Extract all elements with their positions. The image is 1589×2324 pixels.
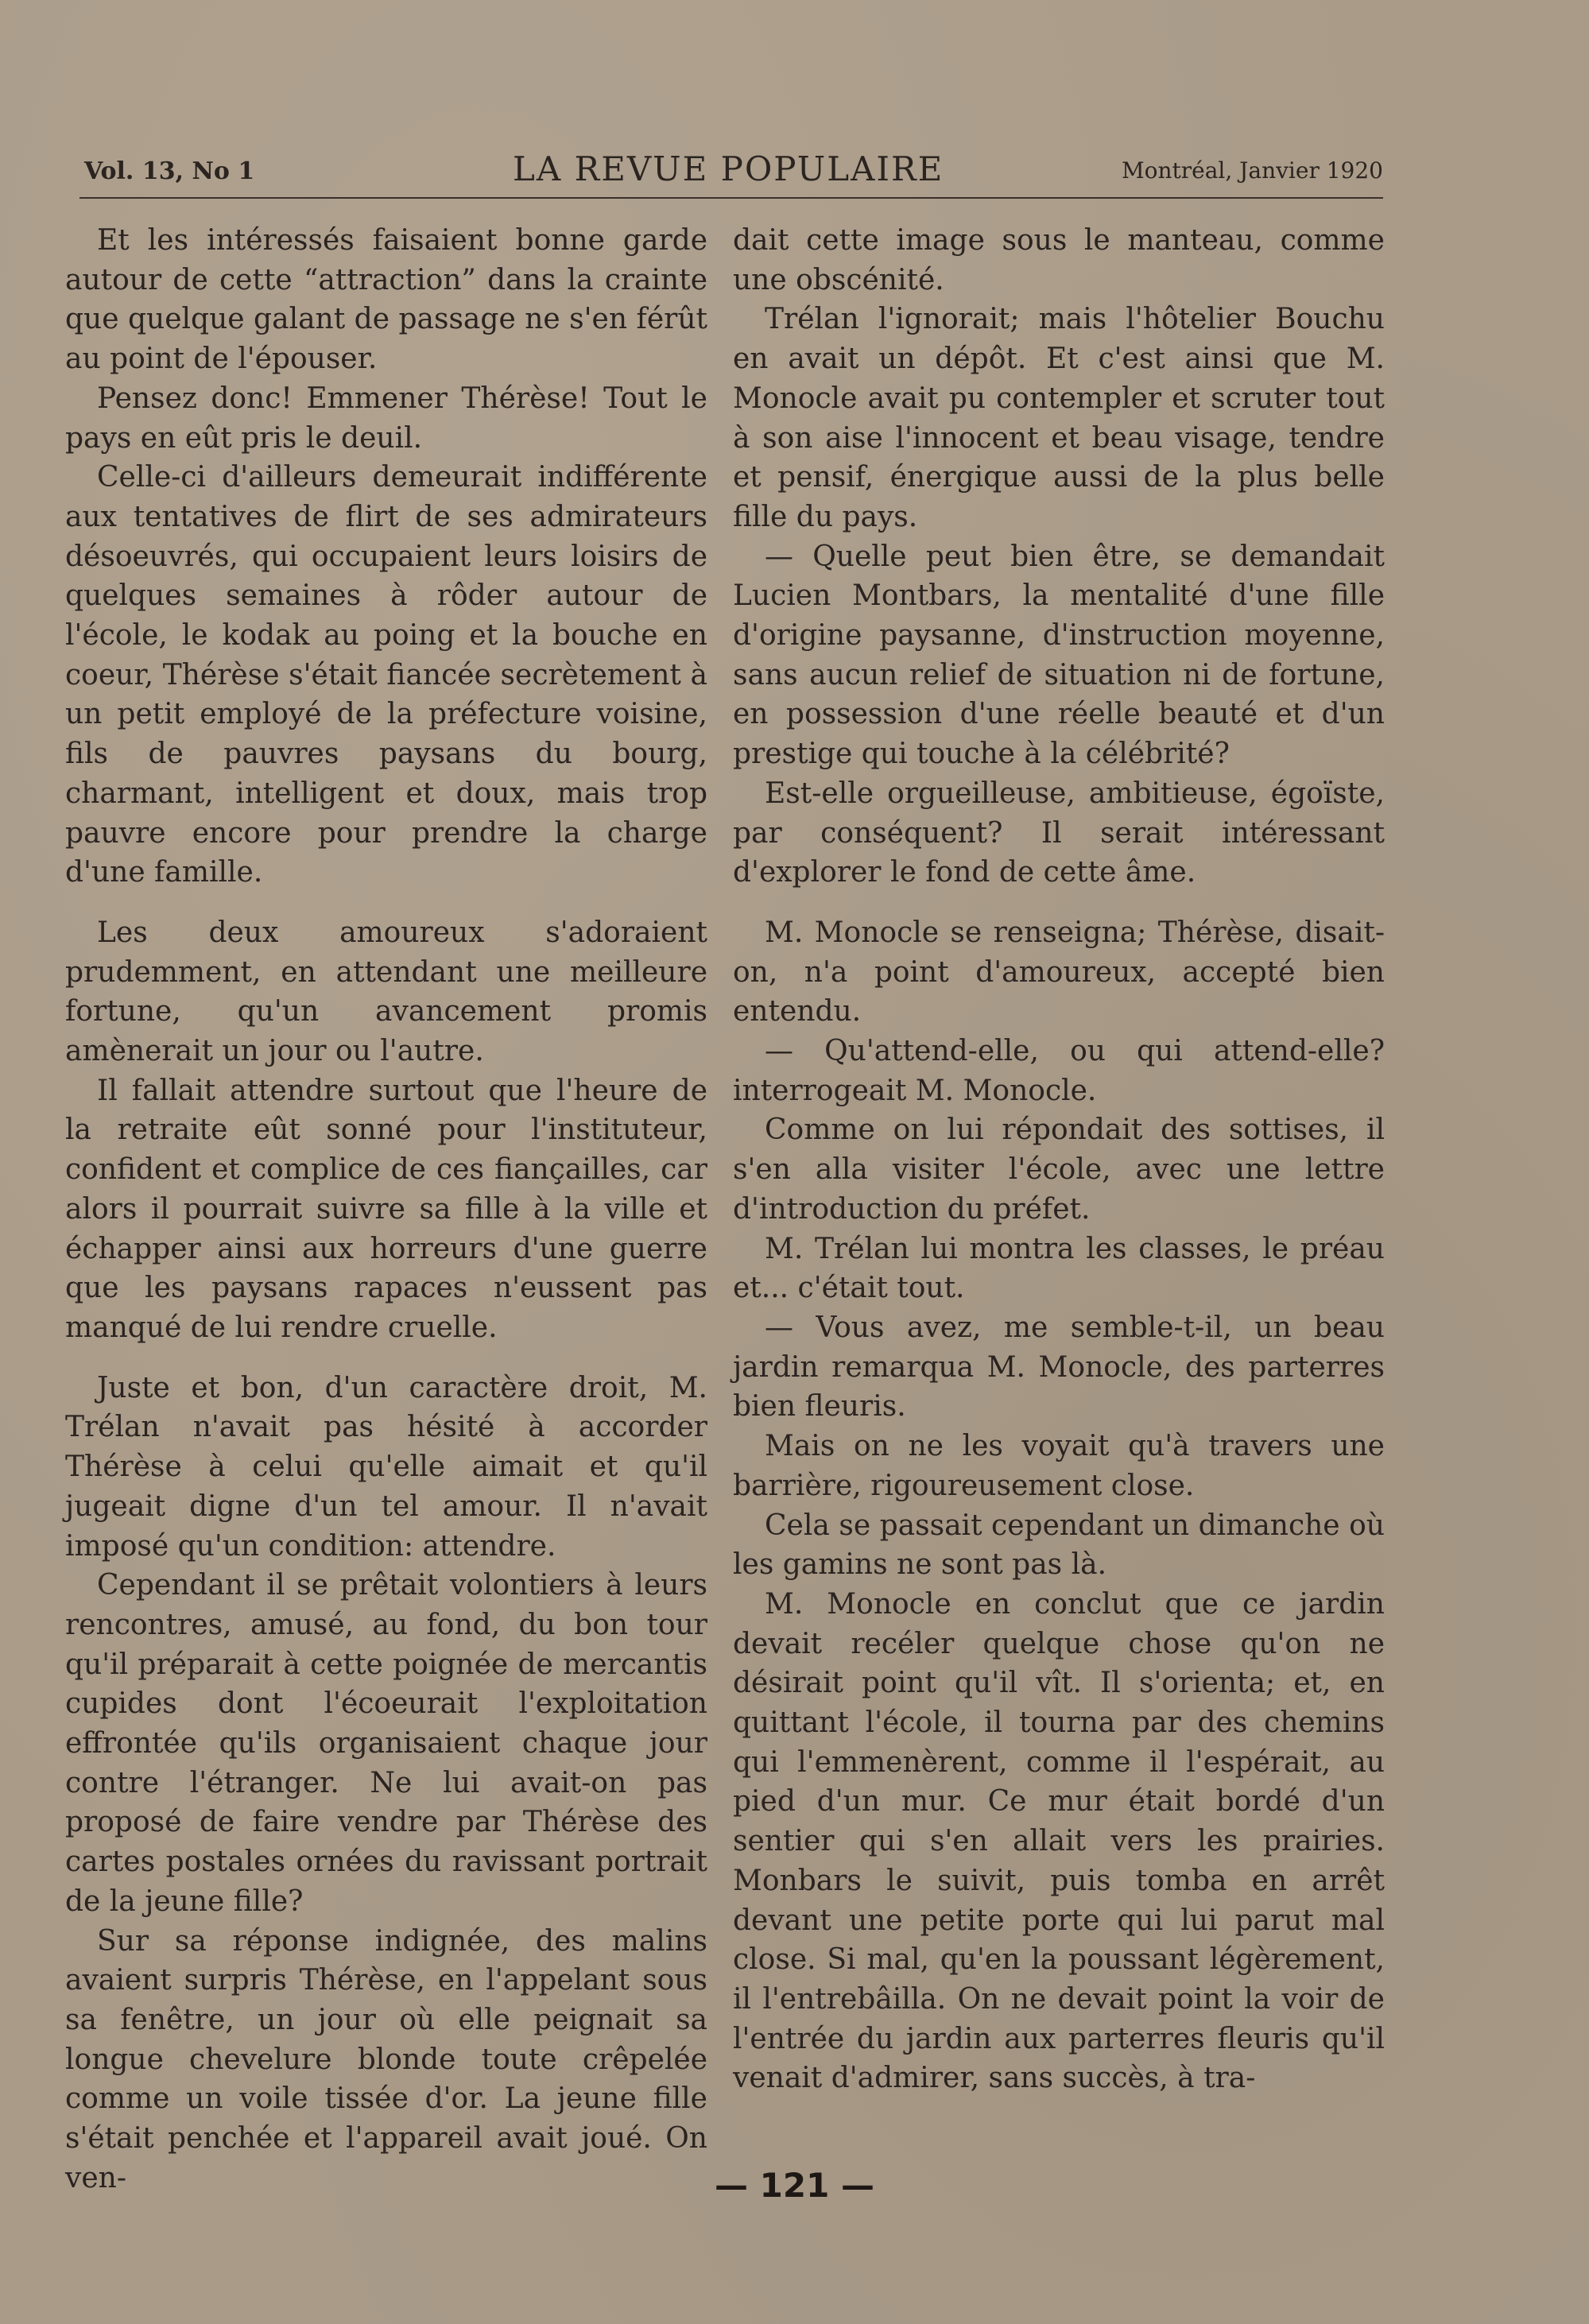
paragraph: Cependant il se prêtait volontiers à leurs rencontres, amusé, au fond, du bon tour qu'il préparait à cette poignée de mercantis cupides dont l'écoeurait l'exploitation effrontée qu'ils organisaient chaque jour contre l'étranger. Ne lui avait-on pas proposé de faire vendre par Thérèse des cartes postales ornées du ravissant portrait de la jeune fille?	[65, 1569, 707, 1918]
paragraph: Est-elle orgueilleuse, ambitieuse, égoïste, par conséquent? Il serait intéressant d'explorer le fond de cette âme.	[733, 777, 1385, 889]
paragraph: Sur sa réponse indignée, des malins avaient surpris Thérèse, en l'appelant sous sa fenêtre, un jour où elle peignait sa longue chevelure blonde toute crêpelée comme un voile tissée d'or. La jeune fille s'était penchée et l'appareil avait joué. On ven-	[65, 1924, 707, 2194]
page-number: — 121 —	[715, 2166, 874, 2205]
paragraph: Trélan l'ignorait; mais l'hôtelier Bouchu en avait un dépôt. Et c'est ainsi que M. Monocle avait pu contempler et scruter tout à son aise l'innocent et beau visage, tendre et pensif, énergique aussi de la plus belle fille du pays.	[733, 303, 1385, 533]
paragraph: Juste et bon, d'un caractère droit, M. Trélan n'avait pas hésité à accorder Thérèse à celui qu'elle aimait et qu'il jugeait digne d'un tel amour. Il n'avait imposé qu'un condition: attendre.	[65, 1371, 707, 1563]
paragraph: Mais on ne les voyait qu'à travers une barrière, rigoureusement close.	[733, 1430, 1385, 1502]
paragraph: Il fallait attendre surtout que l'heure de la retraite eût sonné pour l'instituteur, confident et complice de ces fiançailles, car alors il pourrait suivre sa fille à la ville et échapper ainsi aux horreurs d'une guerre que les paysans rapaces n'eussent pas manqué de lui rendre cruelle.	[65, 1074, 707, 1344]
paragraph: M. Trélan lui montra les classes, le préau et... c'était tout.	[733, 1232, 1385, 1305]
paragraph: — Vous avez, me semble-t-il, un beau jardin remarqua M. Monocle, des parterres bien fleuris.	[733, 1311, 1385, 1423]
paragraph: M. Monocle se renseigna; Thérèse, disait-on, n'a point d'amoureux, accepté bien entendu.	[733, 916, 1385, 1028]
paragraph: M. Monocle en conclut que ce jardin devait recéler quelque chose qu'on ne désirait point qu'il vît. Il s'orienta; et, en quittant l'école, il tourna par des chemins qui l'emmenèrent, comme il l'espérait, au pied d'un mur. Ce mur était bordé d'un sentier qui s'en allait vers les prairies. Monbars le suivit, puis tomba en arrêt devant une petite porte qui lui parut mal close. Si mal, qu'en la poussant légèrement, il l'entrebâilla. On ne devait point la voir de l'entrée du jardin aux parterres fleuris qu'il venait d'admirer, sans succès, à tra-	[733, 1587, 1385, 2095]
header-rule	[79, 197, 1383, 199]
paragraph: Et les intéressés faisaient bonne garde autour de cette “attraction” dans la crainte que quelque galant de passage ne s'en férût au point de l'épouser.	[65, 224, 707, 376]
paragraph: — Quelle peut bien être, se demandait Lucien Montbars, la mentalité d'une fille d'origine paysanne, d'instruction moyenne, sans aucun relief de situation ni de fortune, en possession d'une réelle beauté et d'un prestige qui touche à la célébrité?	[733, 540, 1385, 771]
paragraph: Les deux amoureux s'adoraient prudemment, en attendant une meilleure fortune, qu'un avancement promis amènerait un jour ou l'autre.	[65, 916, 707, 1068]
paragraph: Celle-ci d'ailleurs demeurait indifférente aux tentatives de flirt de ses admirateurs désoeuvrés, qui occupaient leurs loisirs de quelques semaines à rôder autour de l'école, le kodak au poing et la bouche en coeur, Thérèse s'était fiancée secrètement à un petit employé de la préfecture voisine, fils de pauvres paysans du bourg, charmant, intelligent et doux, mais trop pauvre encore pour prendre la charge d'une famille.	[65, 461, 707, 889]
paragraph: — Qu'attend-elle, ou qui attend-elle? interrogeait M. Monocle.	[733, 1035, 1385, 1107]
running-header	[79, 149, 1383, 197]
paragraph: Comme on lui répondait des sottises, il s'en alla visiter l'école, avec une lettre d'introduction du préfet.	[733, 1114, 1385, 1226]
paragraph: Cela se passait cependant un dimanche où les gamins ne sont pas là.	[733, 1509, 1385, 1582]
right-column	[733, 221, 1385, 2098]
publication-title: LA REVUE POPULAIRE	[513, 149, 944, 188]
paragraph: Pensez donc! Emmener Thérèse! Tout le pays en eût pris le deuil.	[65, 382, 707, 455]
place-and-date: Montréal, Janvier 1920	[1121, 157, 1383, 184]
left-column	[65, 221, 707, 2198]
paragraph: dait cette image sous le manteau, comme une obscénité.	[733, 224, 1385, 296]
volume-number: Vol. 13, No 1	[84, 157, 255, 185]
